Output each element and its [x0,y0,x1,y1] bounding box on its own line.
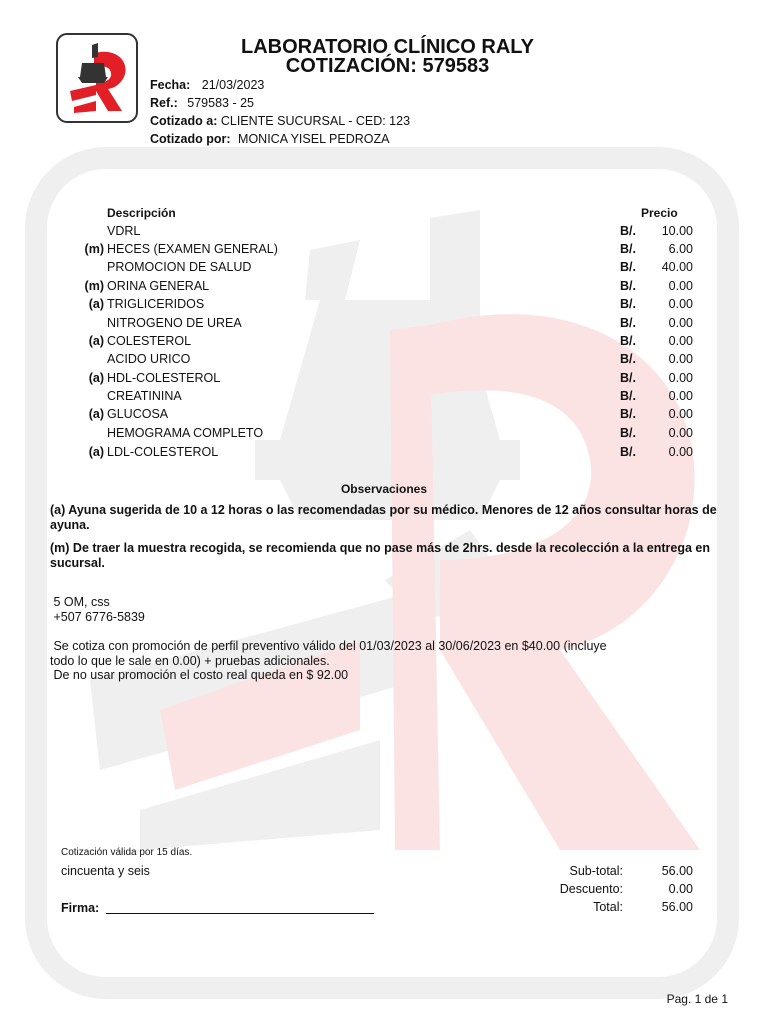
fecha-value: 21/03/2023 [201,78,265,92]
table-row: NITROGENO DE UREA B/. 0.00 [107,316,693,330]
note-line: +507 6776-5839 [50,610,145,624]
ref-row [150,96,254,110]
cotizado-por-row [150,132,389,146]
validity-note: Cotización válida por 15 días. [61,847,193,858]
cotizado-a-label: Cotizado a: [150,114,218,128]
table-row: (a) LDL-COLESTEROL B/. 0.00 [88,445,693,459]
note-line: De no usar promoción el costo real queda en $ 92.00 [50,668,349,682]
table-row: CREATININA B/. 0.00 [107,389,693,403]
table-row: (a) GLUCOSA B/. 0.00 [88,407,693,421]
ref-value: 579583 - 25 [187,96,254,110]
note-line: Se cotiza con promoción de perfil preventivo válido del 01/03/2023 al 30/06/2023 en $40.00 (incluye [50,639,607,653]
table-row: VDRL B/. 10.00 [107,224,693,238]
amount-in-words: cincuenta y seis [61,864,150,878]
observation-a: (a) Ayuna sugerida de 10 a 12 horas o las recomendadas por su médico. Menores de 12 años consultar horas de ayuna. [50,503,717,532]
quote-title: COTIZACIÓN: 579583 [285,55,490,77]
discount-value: 0.00 [668,882,693,896]
cotizado-a-value: CLIENTE SUCURSAL - CED: 123 [220,114,411,128]
lab-name: LABORATORIO CLÍNICO RALY [241,36,534,58]
column-header-price: Precio [641,206,678,220]
cotizado-a-row [150,114,410,128]
cotizado-por-value: MONICA YISEL PEDROZA [238,132,390,146]
table-row: (m) HECES (EXAMEN GENERAL) B/. 6.00 [84,242,693,256]
total-value: 56.00 [661,900,693,914]
signature-label: Firma: [61,901,100,915]
note-line: todo lo que le sale en 0.00) + pruebas adicionales. [50,654,330,668]
table-row: (a) COLESTEROL B/. 0.00 [88,334,693,348]
table-row: ACIDO URICO B/. 0.00 [107,352,693,366]
page-number: Pag. 1 de 1 [666,992,728,1006]
table-row: (a) HDL-COLESTEROL B/. 0.00 [88,371,693,385]
observation-m: (m) De traer la muestra recogida, se recomienda que no pase más de 2hrs. desde la recolección a la entrega en sucursal. [50,541,710,570]
fecha-label: Fecha: [150,78,191,92]
lab-logo [56,33,138,123]
table-row: PROMOCION DE SALUD B/. 40.00 [107,260,693,274]
total-label: Total: [593,900,623,914]
subtotal-label: Sub-total: [569,864,623,878]
table-row: HEMOGRAMA COMPLETO B/. 0.00 [107,426,693,440]
subtotal-value: 56.00 [661,864,693,878]
column-header-description: Descripción [107,206,176,220]
observations-title: Observaciones [340,482,428,496]
table-row: (m) ORINA GENERAL B/. 0.00 [84,279,693,293]
cotizado-por-label: Cotizado por: [150,132,231,146]
discount-label: Descuento: [559,882,623,896]
fecha-row [150,78,264,92]
table-row: (a) TRIGLICERIDOS B/. 0.00 [88,297,693,311]
signature-line [106,913,374,914]
note-line: 5 OM, css [50,595,110,609]
ref-label: Ref.: [150,96,178,110]
